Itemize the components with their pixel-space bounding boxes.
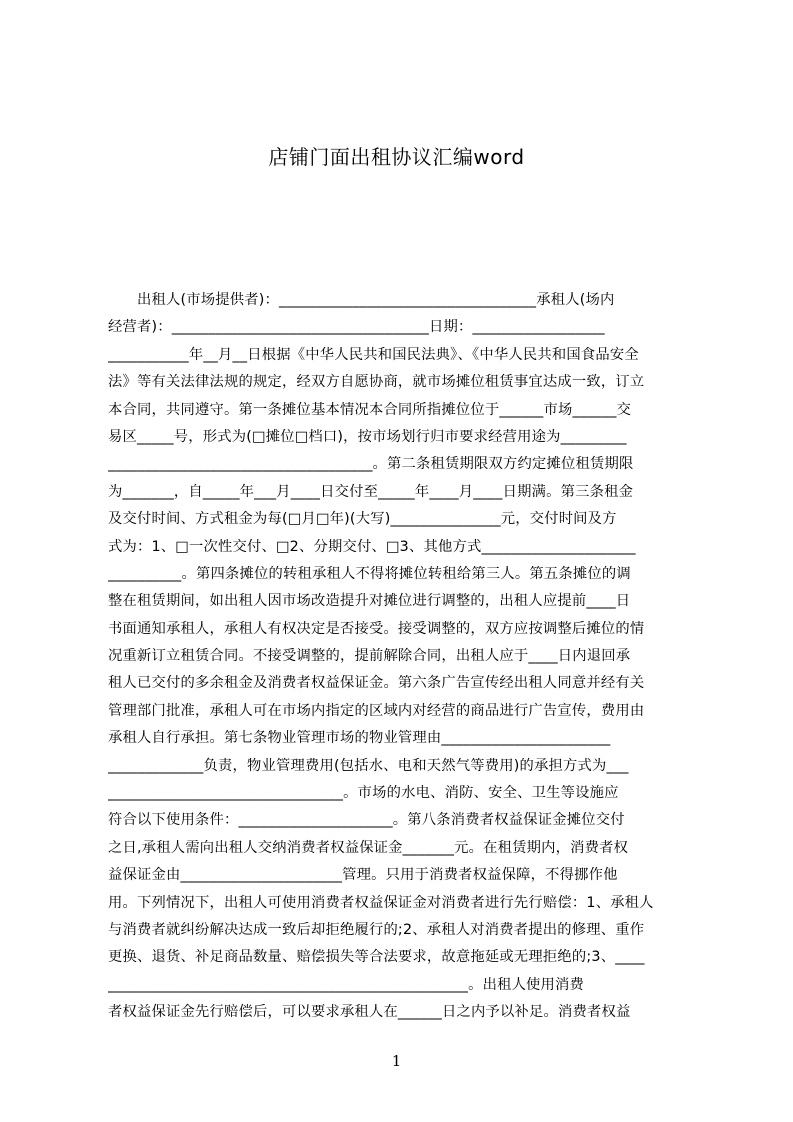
body-line: 符合以下使用条件：_____________________。第八条消费者权益保证金摊位交付 [108,812,625,829]
body-line: 承租人自行承担。第七条物业管理市场的物业管理由_______________________ [108,730,611,747]
body-line: 与消费者就纠纷解决达成一致后却拒绝履行的;2、承租人对消费者提出的修理、重作 [108,921,645,938]
body-line: 更换、退货、补足商品数量、赔偿损失等合法要求，故意拖延或无理拒绝的;3、____ [108,949,645,966]
body-line: _____________负责，物业管理费用(包括水、电和天然气等费用)的承担方式为___ [108,757,629,774]
body-line: 管理部门批准，承租人可在市场内指定的区域内对经营的商品进行广告宣传，费用由 [108,702,645,719]
body-line: 法》等有关法律法规的规定，经双方自愿协商，就市场摊位租赁事宜达成一致，订立 [108,374,645,391]
body-line: 用。下列情况下，出租人可使用消费者权益保证金对消费者进行先行赔偿：1、承租人 [108,894,654,911]
body-line: ____________________________________。第二条租赁期限双方约定摊位租赁期限 [108,456,634,473]
body-line: 书面通知承租人，承租人有权决定是否接受。接受调整的，双方应按调整后摊位的情 [108,620,645,637]
body-line: 况重新订立租赁合同。不接受调整的，提前解除合同，出租人应于____日内退回承 [108,648,631,665]
body-line: 整在租赁期间，如出租人因市场改造提升对摊位进行调整的，出租人应提前____日 [108,593,631,610]
document-body [108,287,698,1027]
body-line: ________________________________。市场的水电、消防、安全、卫生等设施应 [108,785,619,802]
body-line: _________________________________________________。出租人使用消费 [108,976,585,993]
body-line: 益保证金由______________________管理。只用于消费者权益保障，不得挪作他 [108,867,618,884]
body-line: 及交付时间、方式租金为每(□月□年)(大写)_______________元，交付时间及方 [108,511,617,528]
page-number: 1 [391,1052,402,1070]
body-line: 租人已交付的多余租金及消费者权益保证金。第六条广告宣传经出租人同意并经有关 [108,675,645,692]
body-line: 式为：1、□一次性交付、□2、分期交付、□3、其他方式_____________________ [108,538,636,555]
body-line: 之日,承租人需向出租人交纳消费者权益保证金_______元。在租赁期内，消费者权 [108,839,629,856]
body-line: 本合同，共同遵守。第一条摊位基本情况本合同所指摊位位于______市场______交 [108,401,632,418]
body-line: 者权益保证金先行赔偿后，可以要求承租人在______日之内予以补足。消费者权益 [108,1004,631,1021]
body-line: 经营者)：___________________________________日期：__________________ [108,319,605,336]
body-line: ___________年__月__日根据《中华人民共和国民法典》、《中华人民共和国食品安全 [108,346,639,363]
body-line: 出租人(市场提供者)：___________________________________承租人(场内 [108,292,615,308]
body-line: 为_______，自_____年___月____日交付至_____年____月____日期满。第三条租金 [108,483,634,500]
body-line: __________。第四条摊位的转租承租人不得将摊位转租给第三人。第五条摊位的调 [108,565,631,582]
body-line: 易区_____号，形式为(□摊位□档口)，按市场划行归市要求经营用途为_________ [108,428,627,445]
document-title: 店铺门面出租协议汇编word [268,145,525,169]
